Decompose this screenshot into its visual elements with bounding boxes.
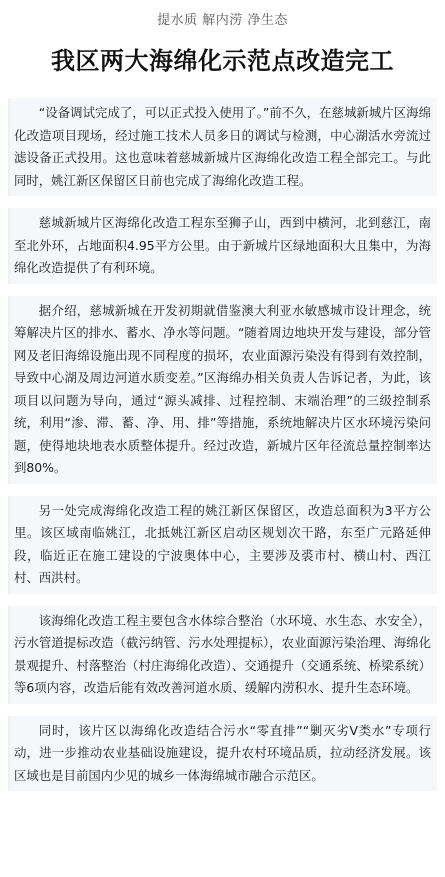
paragraph-4: 另一处完成海绵化改造工程的姚江新区保留区，改造总面积为3平方公里。该区域南临姚江，北抵姚江新区启动区规划次干路，东至广元路延伸段，临近正在施工建设的宁波奥体中心，主要涉及裘市村、横山村、西江村、西洪村。 bbox=[8, 496, 437, 594]
paragraph-5: 该海绵化改造工程主要包含水体综合整治（水环境、水生态、水安全），污水管道提标改造（截污纳管、污水处理提标），农业面源污染治理、海绵化景观提升、村落整治（村庄海绵化改造）、交通提升（交通系统、桥梁系统）等6项内容，改造后能有效改善河道水质、缓解内涝积水、提升生态环境。 bbox=[8, 606, 437, 704]
article-body bbox=[8, 98, 437, 791]
paragraph-2: 慈城新城片区海绵化改造工程东至狮子山，西到中横河，北到慈江，南至北外环，占地面积4.95平方公里。由于新城片区绿地面积大且集中，为海绵化改造提供了有利环境。 bbox=[8, 208, 437, 284]
paragraph-3: 据介绍，慈城新城在开发初期就借鉴澳大利亚水敏感城市设计理念，统筹解决片区的排水、蓄水、净水等问题。“随着周边地块开发与建设，部分管网及老旧海绵设施出现不同程度的损坏，农业面源污染没有得到有效控制，导致中心湖及周边河道水质变差。”区海绵办相关负责人告诉记者，为此，该项目以问题为导向，通过“源头减排、过程控制、末端治理”的三级控制系统，利用“渗、滞、蓄、净、用、排”等措施，系统地解决片区水环境污染问题，使得地块地表水质整体提升。经过改造，新城片区年径流总量控制率达到80%。 bbox=[8, 296, 437, 484]
paragraph-6: 同时，该片区以海绵化改造结合污水“零直排”“剿灭劣Ⅴ类水”专项行动，进一步推动农业基础设施建设，提升农村环境品质，拉动经济发展。该区域也是目前国内少见的城乡一体海绵城市融合示范区。 bbox=[8, 716, 437, 792]
paragraph-1: “设备调试完成了，可以正式投入使用了。”前不久，在慈城新城片区海绵化改造项目现场，经过施工技术人员多日的调试与检测，中心湖活水旁流过滤设备正式投用。这也意味着慈城新城片区海绵化改造工程全部完工。与此同时，姚江新区保留区日前也完成了海绵化改造工程。 bbox=[8, 98, 437, 196]
article-subtitle: 提水质 解内涝 净生态 bbox=[157, 13, 288, 28]
article-headline: 我区两大海绵化示范点改造完工 bbox=[51, 46, 394, 75]
